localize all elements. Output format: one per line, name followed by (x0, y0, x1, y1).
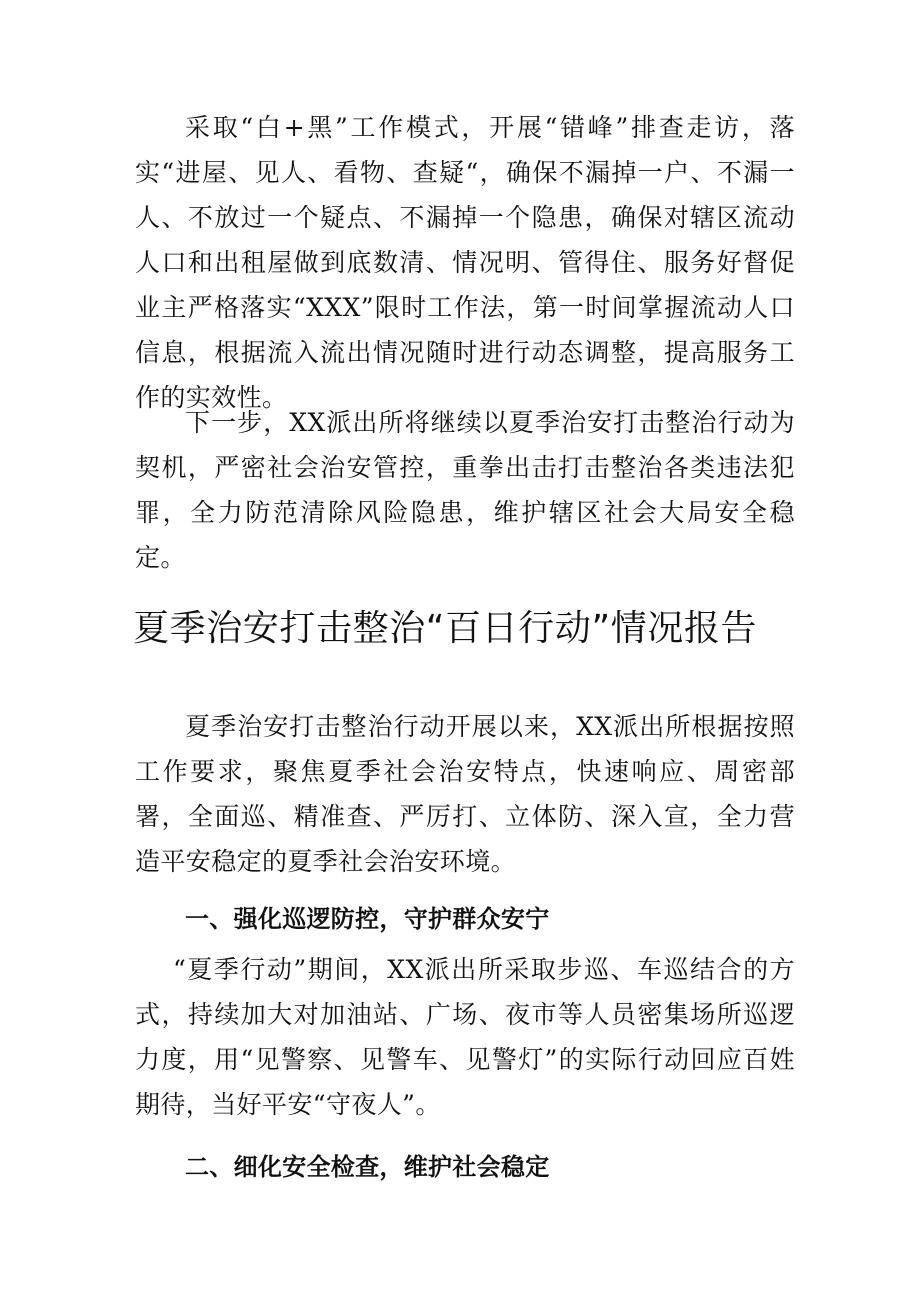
paragraph-patrol-mode: 采取“白+黑”工作模式，开展“错峰”排查走访，落实“进屋、见人、看物、查疑“，确保不漏掉一户、不漏一人、不放过一个疑点、不漏掉一个隐患，确保对辖区流动人口和出租屋做到底数清、情况明、管得住、服务好督促业主严格落实“XXX”限时工作法，第一时间掌握流动人口信息，根据流入流出情况随时进行动态调整，提高服务工作的实效性。 (135, 113, 795, 412)
paragraph-next-step: 下一步，XX派出所将继续以夏季治安打击整治行动为契机，严密社会治安管控，重拳出击打击整治各类违法犯罪，全力防范清除风险隐患，维护辖区社会大局安全稳定。 (135, 408, 795, 572)
report-title: 夏季治安打击整治“百日行动”情况报告 (133, 608, 758, 649)
intro-paragraph: 夏季治安打击整治行动开展以来，XX派出所根据按照工作要求，聚焦夏季社会治安特点，快速响应、周密部署，全面巡、精准查、严厉打、立体防、深入宣，全力营造平安稳定的夏季社会治安环境。 (135, 712, 795, 876)
section-paragraph-patrol: “夏季行动”期间，XX派出所采取步巡、车巡结合的方式，持续加大对加油站、广场、夜市等人员密集场所巡逻力度，用“见警察、见警车、见警灯”的实际行动回应百姓期待，当好平安“守夜人”。 (135, 955, 795, 1119)
section-heading-patrol: 一、强化巡逻防控，守护群众安宁 (185, 905, 550, 933)
section-heading-safety-check: 二、细化安全检查，维护社会稳定 (185, 1153, 550, 1181)
